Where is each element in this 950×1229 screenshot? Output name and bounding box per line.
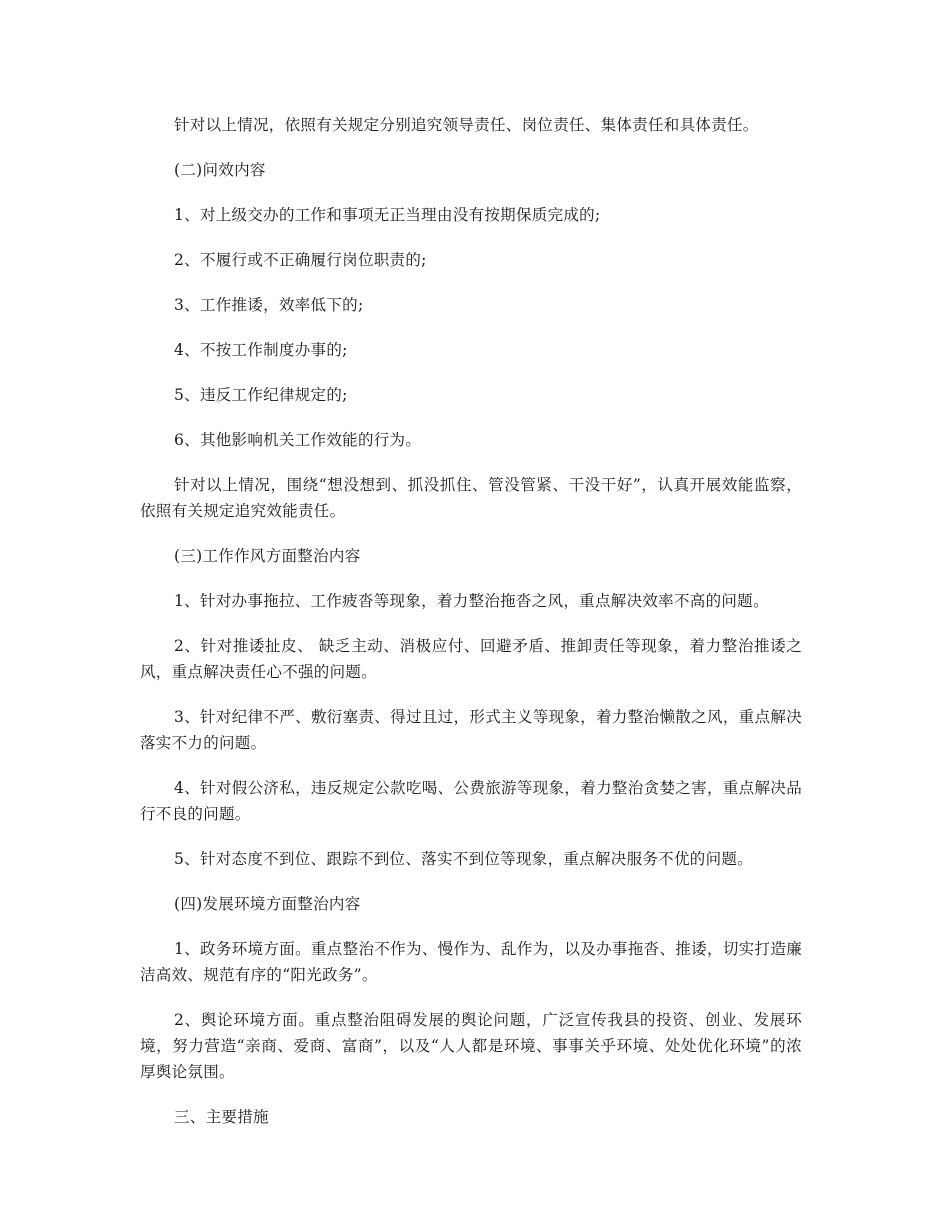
paragraph-efficiency-supervision: 针对以上情况，围绕“想没想到、抓没抓住、管没管紧、干没干好”，认真开展效能监察，依照有关规定追究效能责任。 [140,476,802,520]
heading-efficiency-content: (二)问效内容 [174,161,266,179]
list-item-efficiency-3: 3、工作推诿，效率低下的; [174,296,364,314]
list-item-work-style-1: 1、针对办事拖拉、工作疲沓等现象，着力整治拖沓之风，重点解决效率不高的问题。 [174,592,769,610]
list-item-efficiency-5: 5、违反工作纪律规定的; [174,386,348,404]
paragraph-accountability-summary: 针对以上情况，依照有关规定分别追究领导责任、岗位责任、集体责任和具体责任。 [174,116,759,134]
list-item-work-style-4: 4、针对假公济私，违反规定公款吃喝、公费旅游等现象，着力整治贪婪之害，重点解决品行不良的问题。 [140,779,802,823]
document-body [140,112,802,1149]
list-item-efficiency-1: 1、对上级交办的工作和事项无正当理由没有按期保质完成的; [174,206,601,224]
list-item-efficiency-4: 4、不按工作制度办事的; [174,341,348,359]
list-item-efficiency-6: 6、其他影响机关工作效能的行为。 [174,431,422,449]
list-item-work-style-3: 3、针对纪律不严、敷衍塞责、得过且过，形式主义等现象，着力整治懒散之风，重点解决落实不力的问题。 [140,708,802,752]
list-item-environment-2: 2、舆论环境方面。重点整治阻碍发展的舆论问题，广泛宣传我县的投资、创业、发展环境，努力营造“亲商、爱商、富商”，以及“人人都是环境、事事关乎环境、处处优化环境”的浓厚舆论氛围。 [140,1011,802,1081]
heading-work-style: (三)工作作风方面整治内容 [174,547,361,565]
list-item-efficiency-2: 2、不履行或不正确履行岗位职责的; [174,251,427,269]
heading-development-environment: (四)发展环境方面整治内容 [174,895,361,913]
list-item-work-style-2: 2、针对推诿扯皮、 缺乏主动、消极应付、回避矛盾、推卸责任等现象，着力整治推诿之风，重点解决责任心不强的问题。 [140,637,802,681]
list-item-work-style-5: 5、针对态度不到位、跟踪不到位、落实不到位等现象，重点解决服务不优的问题。 [174,850,753,868]
list-item-environment-1: 1、政务环境方面。重点整治不作为、慢作为、乱作为，以及办事拖沓、推诿，切实打造廉洁高效、规范有序的“阳光政务”。 [140,940,802,984]
heading-main-measures: 三、主要措施 [174,1108,269,1126]
